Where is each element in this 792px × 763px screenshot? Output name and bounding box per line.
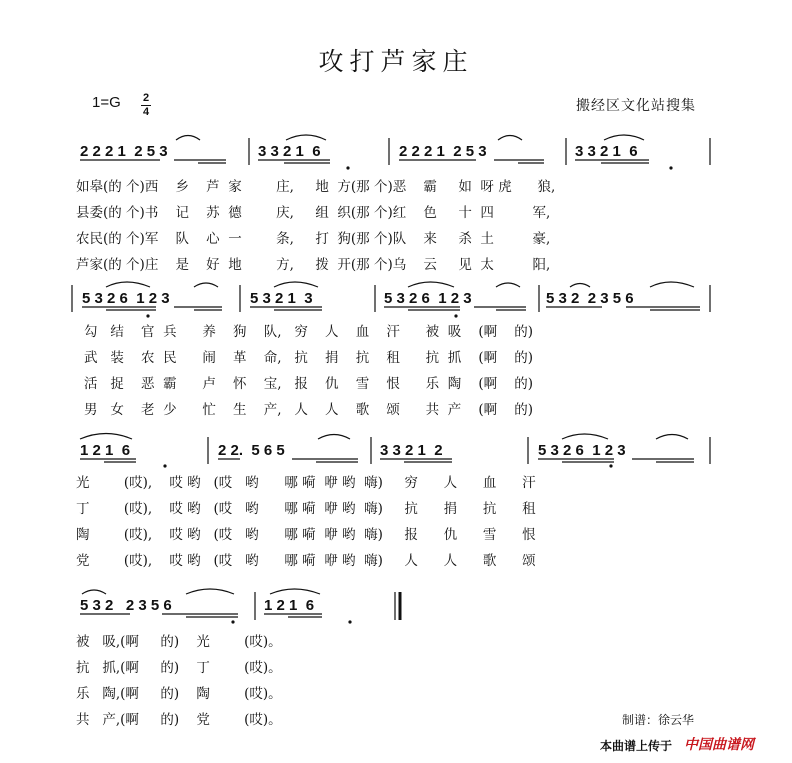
system-1-lyric-verse-3: 农民(的 个)军 队 心 一 条, 打 狗(那 个)队 来 杀 土 豪, <box>76 231 551 247</box>
system-1-measure-4: 3 3 2 1 6 <box>575 143 638 160</box>
system-1-lyric-verse-1: 如皋(的 个)西 乡 芦 家 庄, 地 方(那 个)恶 霸 如 呀 虎 狼, <box>76 179 556 195</box>
system-4-lyric-verse-3: 乐 陶,(啊 的) 陶 (哎)。 <box>76 686 282 702</box>
system-2-measure-3: 5 3 2 6 1 2 3 <box>384 290 472 307</box>
time-signature-bottom: 4 <box>142 106 150 118</box>
system-2-measure-4: 5 3 2 2 3 5 6 <box>546 290 634 307</box>
system-2-lyric-verse-4: 男 女 老 少 忙 生 产, 人 人 歌 颂 共 产 (啊 的) <box>84 402 534 418</box>
system-3-lyric-verse-2: 丁 (哎), 哎 哟 (哎 哟 哪 嗬 咿 哟 嗨) 抗 捐 抗 租 <box>76 501 536 517</box>
system-2-lyric-verse-1: 勾 结 官 兵 养 狗 队, 穷 人 血 汗 被 吸 (啊 的) <box>84 324 534 340</box>
system-1-lyric-verse-2: 县委(的 个)书 记 苏 德 庆, 组 织(那 个)红 色 十 四 军, <box>76 205 551 221</box>
system-4-measure-2: 1 2 1 6 <box>264 597 315 614</box>
upload-label: 本曲谱上传于 <box>600 739 673 753</box>
system-3-measure-2: 2 2. 5 6 5 <box>218 442 285 459</box>
system-3-lyric-verse-4: 党 (哎), 哎 哟 (哎 哟 哪 嗬 咿 哟 嗨) 人 人 歌 颂 <box>76 553 536 569</box>
system-3-lyric-verse-3: 陶 (哎), 哎 哟 (哎 哟 哪 嗬 咿 哟 嗨) 报 仇 雪 恨 <box>76 527 536 543</box>
system-4-measure-1: 5 3 2 2 3 5 6 <box>80 597 172 614</box>
system-3-lyric-verse-1: 光 (哎), 哎 哟 (哎 哟 哪 嗬 咿 哟 嗨) 穷 人 血 汗 <box>76 475 536 491</box>
system-4-lyric-verse-4: 共 产,(啊 的) 党 (哎)。 <box>76 712 282 728</box>
system-2-measure-1: 5 3 2 6 1 2 3 <box>82 290 170 307</box>
transcriber-credit: 制谱：徐云华 <box>622 713 695 727</box>
system-3-measure-1: 1 2 1 6 <box>80 442 131 459</box>
system-3-measure-4: 5 3 2 6 1 2 3 <box>538 442 626 459</box>
system-1-measure-1: 2 2 2 1 2 5 3 <box>80 143 168 160</box>
time-signature-top: 2 <box>142 92 150 104</box>
system-4-lyric-verse-2: 抗 抓,(啊 的) 丁 (哎)。 <box>76 660 282 676</box>
system-2-measure-2: 5 3 2 1 3 <box>250 290 313 307</box>
system-1-measure-3: 2 2 2 1 2 5 3 <box>399 143 487 160</box>
song-title: 攻打芦家庄 <box>318 47 474 76</box>
site-logo[interactable]: 中国曲谱网 <box>684 736 754 752</box>
system-1-lyric-verse-4: 芦家(的 个)庄 是 好 地 方, 拨 开(那 个)乌 云 见 太 阳, <box>76 257 551 273</box>
collector-credit: 搬经区文化站搜集 <box>576 98 696 114</box>
key-signature: 1=G <box>92 94 121 111</box>
system-1-measure-2: 3 3 2 1 6 <box>258 143 321 160</box>
system-2-lyric-verse-3: 活 捉 恶 霸 卢 怀 宝, 报 仇 雪 恨 乐 陶 (啊 的) <box>84 376 534 392</box>
system-2-lyric-verse-2: 武 装 农 民 闹 革 命, 抗 捐 抗 租 抗 抓 (啊 的) <box>84 350 534 366</box>
system-4-lyric-verse-1: 被 吸,(啊 的) 光 (哎)。 <box>76 634 282 650</box>
system-3-measure-3: 3 3 2 1 2 <box>380 442 443 459</box>
